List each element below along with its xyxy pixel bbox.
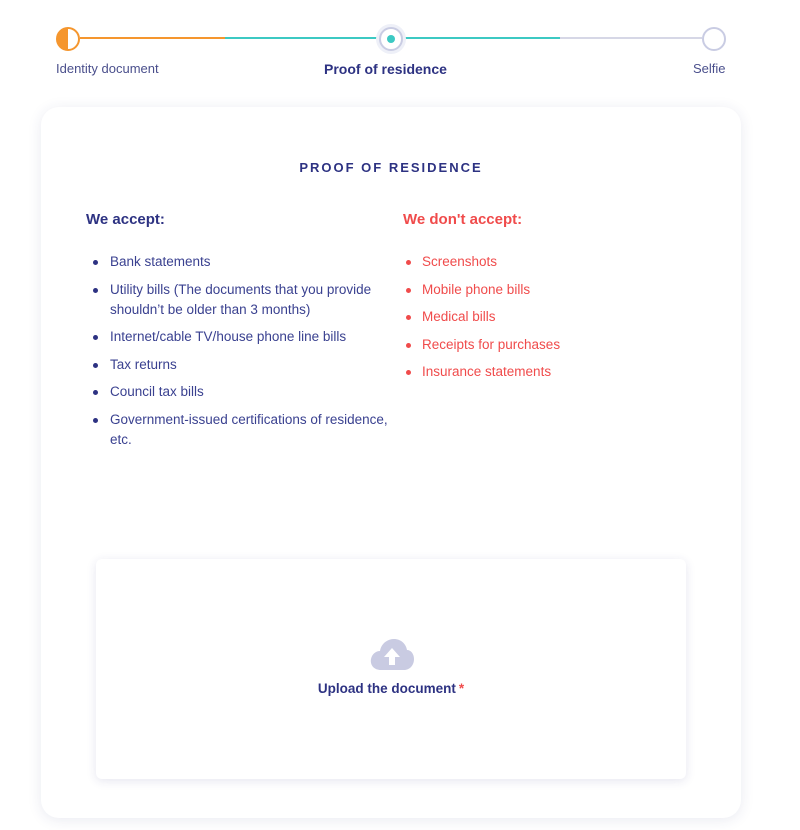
- step-label-selfie[interactable]: Selfie: [693, 61, 726, 76]
- step-current-dot: [387, 35, 395, 43]
- stepper-track-complete: [80, 37, 225, 39]
- list-item: Tax returns: [86, 355, 396, 375]
- step-selfie-indicator[interactable]: [702, 27, 726, 51]
- accept-heading: We accept:: [86, 211, 165, 228]
- step-identity-indicator[interactable]: [56, 27, 80, 51]
- stepper-track-active-2: [402, 37, 560, 39]
- step-residence-indicator[interactable]: [379, 27, 403, 51]
- accepted-documents: [86, 211, 396, 457]
- list-item: Insurance statements: [403, 362, 703, 382]
- list-item: Screenshots: [403, 252, 703, 272]
- upload-label-text: Upload the document: [317, 681, 456, 696]
- list-item: Council tax bills: [86, 382, 396, 402]
- stepper-track-pending: [560, 37, 702, 39]
- proof-of-residence-card: [41, 107, 741, 818]
- accepted-list: [86, 252, 396, 450]
- progress-stepper: [0, 0, 800, 90]
- stepper-track-active: [225, 37, 380, 39]
- cloud-upload-icon: [369, 636, 415, 672]
- required-asterisk: *: [458, 681, 465, 696]
- step-label-identity[interactable]: Identity document: [56, 61, 159, 76]
- card-title: PROOF OF RESIDENCE: [299, 160, 483, 175]
- list-item: Government-issued certifications of residence, etc.: [86, 410, 396, 450]
- list-item: Bank statements: [86, 252, 396, 272]
- list-item: Mobile phone bills: [403, 280, 703, 300]
- list-item: Internet/cable TV/house phone line bills: [86, 327, 396, 347]
- step-label-residence: Proof of residence: [324, 61, 447, 77]
- list-item: Receipts for purchases: [403, 335, 703, 355]
- list-item: Utility bills (The documents that you provide shouldn’t be older than 3 months): [86, 280, 396, 320]
- upload-document-dropzone[interactable]: [96, 559, 686, 779]
- rejected-list: [403, 252, 703, 382]
- rejected-documents: [403, 211, 703, 390]
- reject-heading: We don't accept:: [403, 211, 523, 228]
- list-item: Medical bills: [403, 307, 703, 327]
- upload-label[interactable]: [96, 681, 686, 696]
